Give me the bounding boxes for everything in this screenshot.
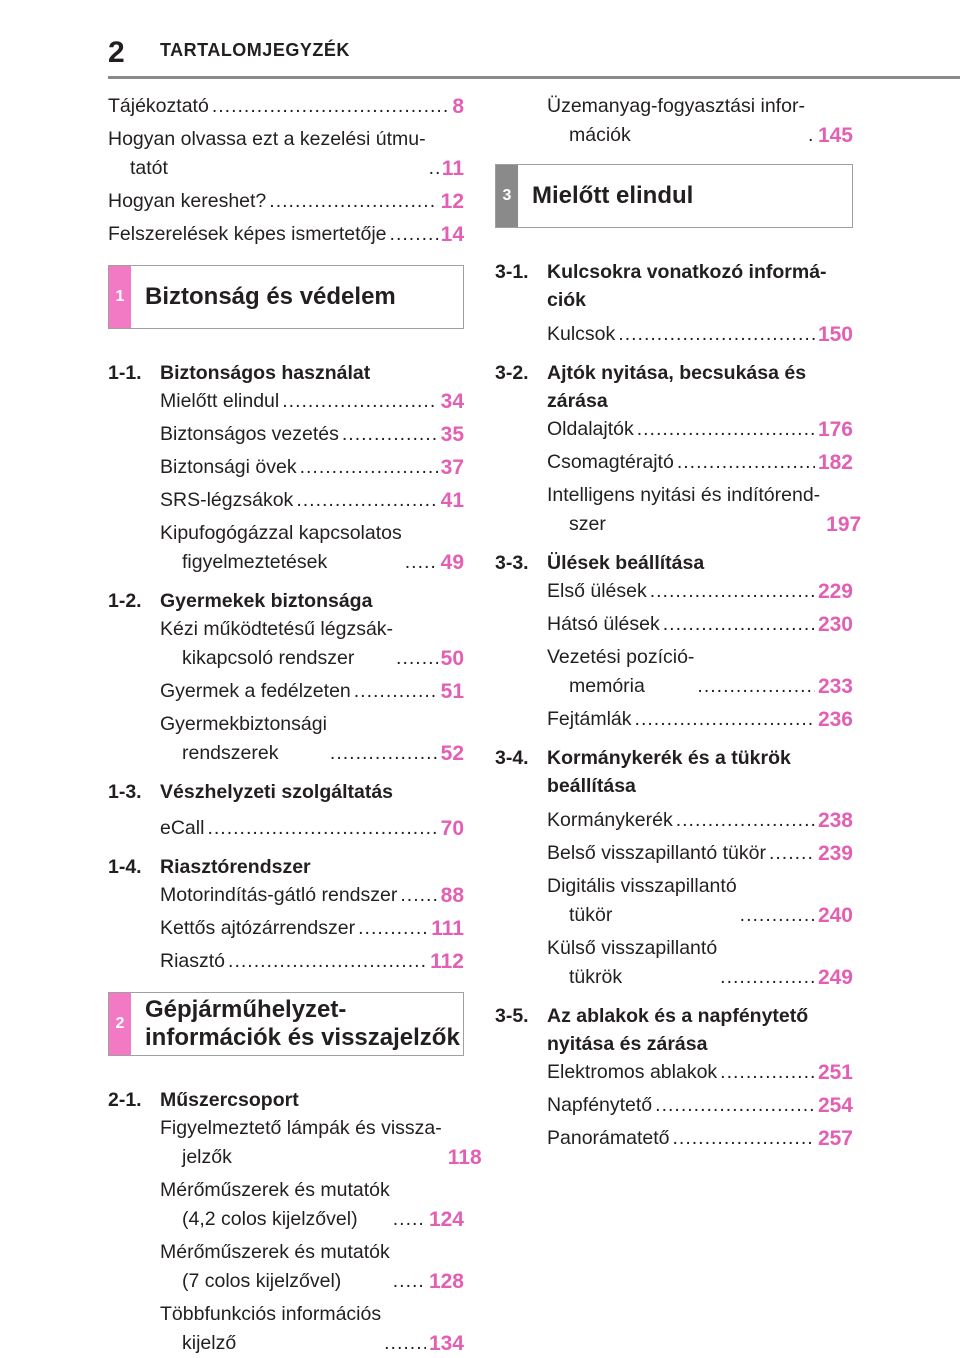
entry-label-line2: szer [569,513,606,535]
toc-left-column [108,92,482,1358]
entry-label-line1: Intelligens nyitási és indítórend- [547,484,821,506]
toc-entry[interactable] [108,220,464,249]
leader-dots [676,806,815,835]
entry-label-line1: Gyermekbiztonsági [160,713,327,735]
chapter-title-line1: Gépjárműhelyzet- [145,996,347,1023]
toc-entry[interactable] [547,643,853,701]
entry-label-line1: Kipufogógázzal kapcsolatos [160,522,402,544]
leader-dots [697,672,815,701]
entry-label: Motorindítás-gátló rendszer [160,884,398,906]
leader-dots [212,92,450,121]
toc-right-column [495,92,862,1153]
entry-label: Gyermek a fedélzeten [160,680,351,702]
leader-dots [342,420,438,449]
toc-entry[interactable] [108,125,464,183]
entry-label-line2: memória [569,675,645,697]
entry-page: 70 [440,817,464,840]
toc-entry[interactable] [160,420,464,449]
toc-entry[interactable] [160,615,464,673]
section-number: 3-3. [495,552,529,574]
toc-entry[interactable] [160,677,464,706]
entry-page: 197 [826,513,862,536]
leader-dots [393,1267,426,1296]
entry-label: Biztonsági övek [160,456,297,478]
entry-page: 51 [440,680,464,703]
entry-label-line1: Digitális visszapillantó [547,875,737,897]
section-title-line1: Ajtók nyitása, becsukása és [547,362,807,384]
leader-dots [269,187,437,216]
section-number: 2-1. [108,1089,142,1111]
chapter-title: Biztonság és védelem [145,283,396,310]
chapter-2-header[interactable] [108,992,464,1056]
toc-entry[interactable] [547,92,853,150]
toc-entry[interactable] [160,710,464,768]
entry-label-line2: (4,2 colos kijelzővel) [182,1208,358,1230]
toc-entry[interactable] [160,881,464,910]
entry-label-line1: Figyelmeztető lámpák és vissza- [160,1117,442,1139]
page-title: TARTALOMJEGYZÉK [160,40,350,60]
leader-dots [618,320,815,349]
chapter-3-header[interactable] [495,164,853,228]
entry-page: 49 [440,551,464,574]
entry-label: Csomagtérajtó [547,451,674,473]
leader-dots [207,814,437,843]
entry-page: 233 [817,675,853,698]
toc-entry[interactable] [547,872,853,930]
toc-entry[interactable] [547,1124,853,1153]
entry-label: Felszerelések képes ismertetője [108,223,387,245]
chapter-tab: 1 [109,266,131,328]
entry-label-line2: kijelző [182,1332,237,1354]
section-title-line2: beállítása [547,775,636,797]
entry-page: 239 [817,842,853,865]
section-heading[interactable] [108,778,464,806]
section-title-line2: ciók [547,289,587,311]
section-heading[interactable] [108,1086,464,1114]
entry-label-line2: tükrök [569,966,623,988]
entry-page: 41 [440,489,464,512]
section-number: 3-4. [495,747,529,769]
leader-dots [429,154,439,183]
entry-page: 111 [431,917,464,940]
toc-entry[interactable] [547,415,853,444]
entry-page: 257 [817,1127,853,1150]
section-title: Ülések beállítása [547,552,705,574]
leader-dots [663,610,815,639]
entry-label-line2: jelzők [182,1146,232,1168]
section-title-line1: Az ablakok és a napfénytető [547,1005,809,1027]
entry-page: 14 [440,223,464,246]
leader-dots [740,901,815,930]
toc-entry[interactable] [547,577,853,606]
entry-label-line2: rendszerek [182,742,279,764]
toc-entry[interactable] [547,806,853,835]
leader-dots [296,486,437,515]
entry-label-line1: Többfunkciós információs [160,1303,382,1325]
entry-label-line1: Külső visszapillantó [547,937,718,959]
toc-entry[interactable] [547,481,862,539]
leader-dots [400,881,437,910]
entry-label-line2: kikapcsoló rendszer [182,647,355,669]
entry-page: 229 [817,580,853,603]
section-title-line2: zárása [547,390,608,412]
toc-entry[interactable] [160,947,464,976]
section-heading[interactable] [495,549,853,577]
section-number: 3-5. [495,1005,529,1027]
leader-dots [637,415,815,444]
toc-entry[interactable] [547,839,853,868]
toc-entry[interactable] [547,448,853,477]
entry-label: Első ülések [547,580,647,602]
section-title-line1: Kulcsokra vonatkozó informá- [547,261,827,283]
entry-label-line2: (7 colos kijelzővel) [182,1270,342,1292]
entry-label-line2: tatót [130,157,168,179]
toc-entry[interactable] [160,914,464,943]
entry-page: 150 [817,323,853,346]
entry-page: 12 [440,190,464,213]
entry-page: 145 [817,124,853,147]
entry-label: Kulcsok [547,323,616,345]
leader-dots [390,220,438,249]
entry-label: Belső visszapillantó tükör [547,842,766,864]
chapter-tab: 2 [109,993,131,1055]
chapter-title-line2: információk és visszajelzők [145,1024,460,1051]
entry-page: 50 [440,647,464,670]
leader-dots [228,947,427,976]
entry-page: 35 [440,423,464,446]
entry-page: 230 [817,613,853,636]
leader-dots [330,739,438,768]
toc-entry[interactable] [160,1238,464,1296]
entry-page: 134 [428,1332,464,1355]
entry-page: 112 [430,950,464,973]
leader-dots [354,677,438,706]
entry-label: Panorámatető [547,1127,670,1149]
section-number: 1-3. [108,781,142,803]
entry-label: Hogyan kereshet? [108,190,267,212]
entry-page: 236 [817,708,853,731]
toc-entry[interactable] [160,814,464,843]
section-number: 1-4. [108,856,142,878]
entry-page: 249 [817,966,853,989]
section-heading[interactable] [495,744,853,800]
entry-label: Tájékoztató [108,95,209,117]
section-title: Műszercsoport [160,1089,299,1111]
section-heading[interactable] [495,258,853,314]
leader-dots [650,577,815,606]
leader-dots [673,1124,815,1153]
section-heading[interactable] [495,1002,853,1058]
toc-entry[interactable] [547,320,853,349]
entry-label: Mielőtt elindul [160,390,280,412]
toc-entry[interactable] [160,1114,482,1172]
toc-entry[interactable] [547,934,853,992]
entry-label: eCall [160,817,205,839]
entry-label-line2: tükör [569,904,613,926]
entry-page: 128 [428,1270,464,1293]
entry-page: 88 [440,884,464,907]
section-number: 1-2. [108,590,142,612]
entry-page: 254 [817,1094,853,1117]
toc-entry[interactable] [108,187,464,216]
section-heading[interactable] [108,587,464,615]
entry-label-line1: Hogyan olvassa ezt a kezelési útmu- [108,128,426,150]
toc-entry[interactable] [547,610,853,639]
section-number: 3-2. [495,362,529,384]
section-title-line1: Kormánykerék és a tükrök [547,747,791,769]
entry-label: Oldalajtók [547,418,634,440]
entry-label-line1: Üzemanyag-fogyasztási infor- [547,95,805,117]
leader-dots [655,1091,815,1120]
entry-label: Napfénytető [547,1094,653,1116]
leader-dots [677,448,815,477]
entry-page: 182 [817,451,853,474]
entry-label: Riasztó [160,950,226,972]
leader-dots [769,839,815,868]
toc-entry[interactable] [108,92,464,121]
toc-entry[interactable] [160,486,464,515]
entry-page: 251 [817,1061,853,1084]
entry-label: Hátsó ülések [547,613,660,635]
leader-dots [393,1205,426,1234]
entry-page: 34 [440,390,464,413]
section-heading[interactable] [495,359,853,415]
entry-label-line1: Kézi működtetésű légzsák- [160,618,394,640]
section-heading[interactable] [108,853,464,881]
entry-label-line2: mációk [569,124,631,146]
chapter-1-header[interactable] [108,265,464,329]
leader-dots [720,1058,815,1087]
entry-page: 118 [447,1146,482,1169]
entry-label-line2: figyelmeztetések [182,551,328,573]
entry-page: 124 [428,1208,464,1231]
chapter-tab: 3 [496,165,518,227]
toc-entry[interactable] [160,387,464,416]
section-heading[interactable] [108,359,464,387]
entry-label-line1: Mérőműszerek és mutatók [160,1241,390,1263]
entry-page: 52 [440,742,464,765]
entry-label: Elektromos ablakok [547,1061,718,1083]
toc-entry[interactable] [547,705,853,734]
entry-page: 11 [441,157,464,180]
entry-label-line1: Mérőműszerek és mutatók [160,1179,390,1201]
section-title: Vészhelyzeti szolgáltatás [160,781,394,803]
page-number: 2 [108,36,125,69]
entry-label: Biztonságos vezetés [160,423,339,445]
entry-label: Kettős ajtózárrendszer [160,917,356,939]
leader-dots [358,914,428,943]
leader-dots [282,387,437,416]
toc-entry[interactable] [160,1176,464,1234]
entry-label: Fejtámlák [547,708,632,730]
entry-page: 238 [817,809,853,832]
leader-dots [720,963,815,992]
entry-label-line1: Vezetési pozíció- [547,646,695,668]
entry-page: 240 [817,904,853,927]
entry-page: 37 [440,456,464,479]
section-title-line2: nyitása és zárása [547,1033,708,1055]
toc-entry[interactable] [160,519,464,577]
leader-dots [405,548,438,577]
leader-dots [384,1329,426,1358]
section-number: 1-1. [108,362,142,384]
toc-entry[interactable] [160,453,464,482]
toc-entry[interactable] [547,1091,853,1120]
section-number: 3-1. [495,261,529,283]
leader-dots [635,705,815,734]
chapter-title: Mielőtt elindul [532,182,694,209]
toc-entry[interactable] [547,1058,853,1087]
toc-entry[interactable] [160,1300,464,1358]
entry-label: Kormánykerék [547,809,673,831]
entry-page: 176 [817,418,853,441]
leader-dots [300,453,438,482]
leader-dots [396,644,438,673]
leader-dots [808,121,815,150]
section-title: Biztonságos használat [160,362,371,384]
entry-label: SRS-légzsákok [160,489,294,511]
section-title: Riasztórendszer [160,856,311,878]
entry-page: 8 [452,95,464,118]
header-rule [108,76,960,79]
section-title: Gyermekek biztonsága [160,590,373,612]
